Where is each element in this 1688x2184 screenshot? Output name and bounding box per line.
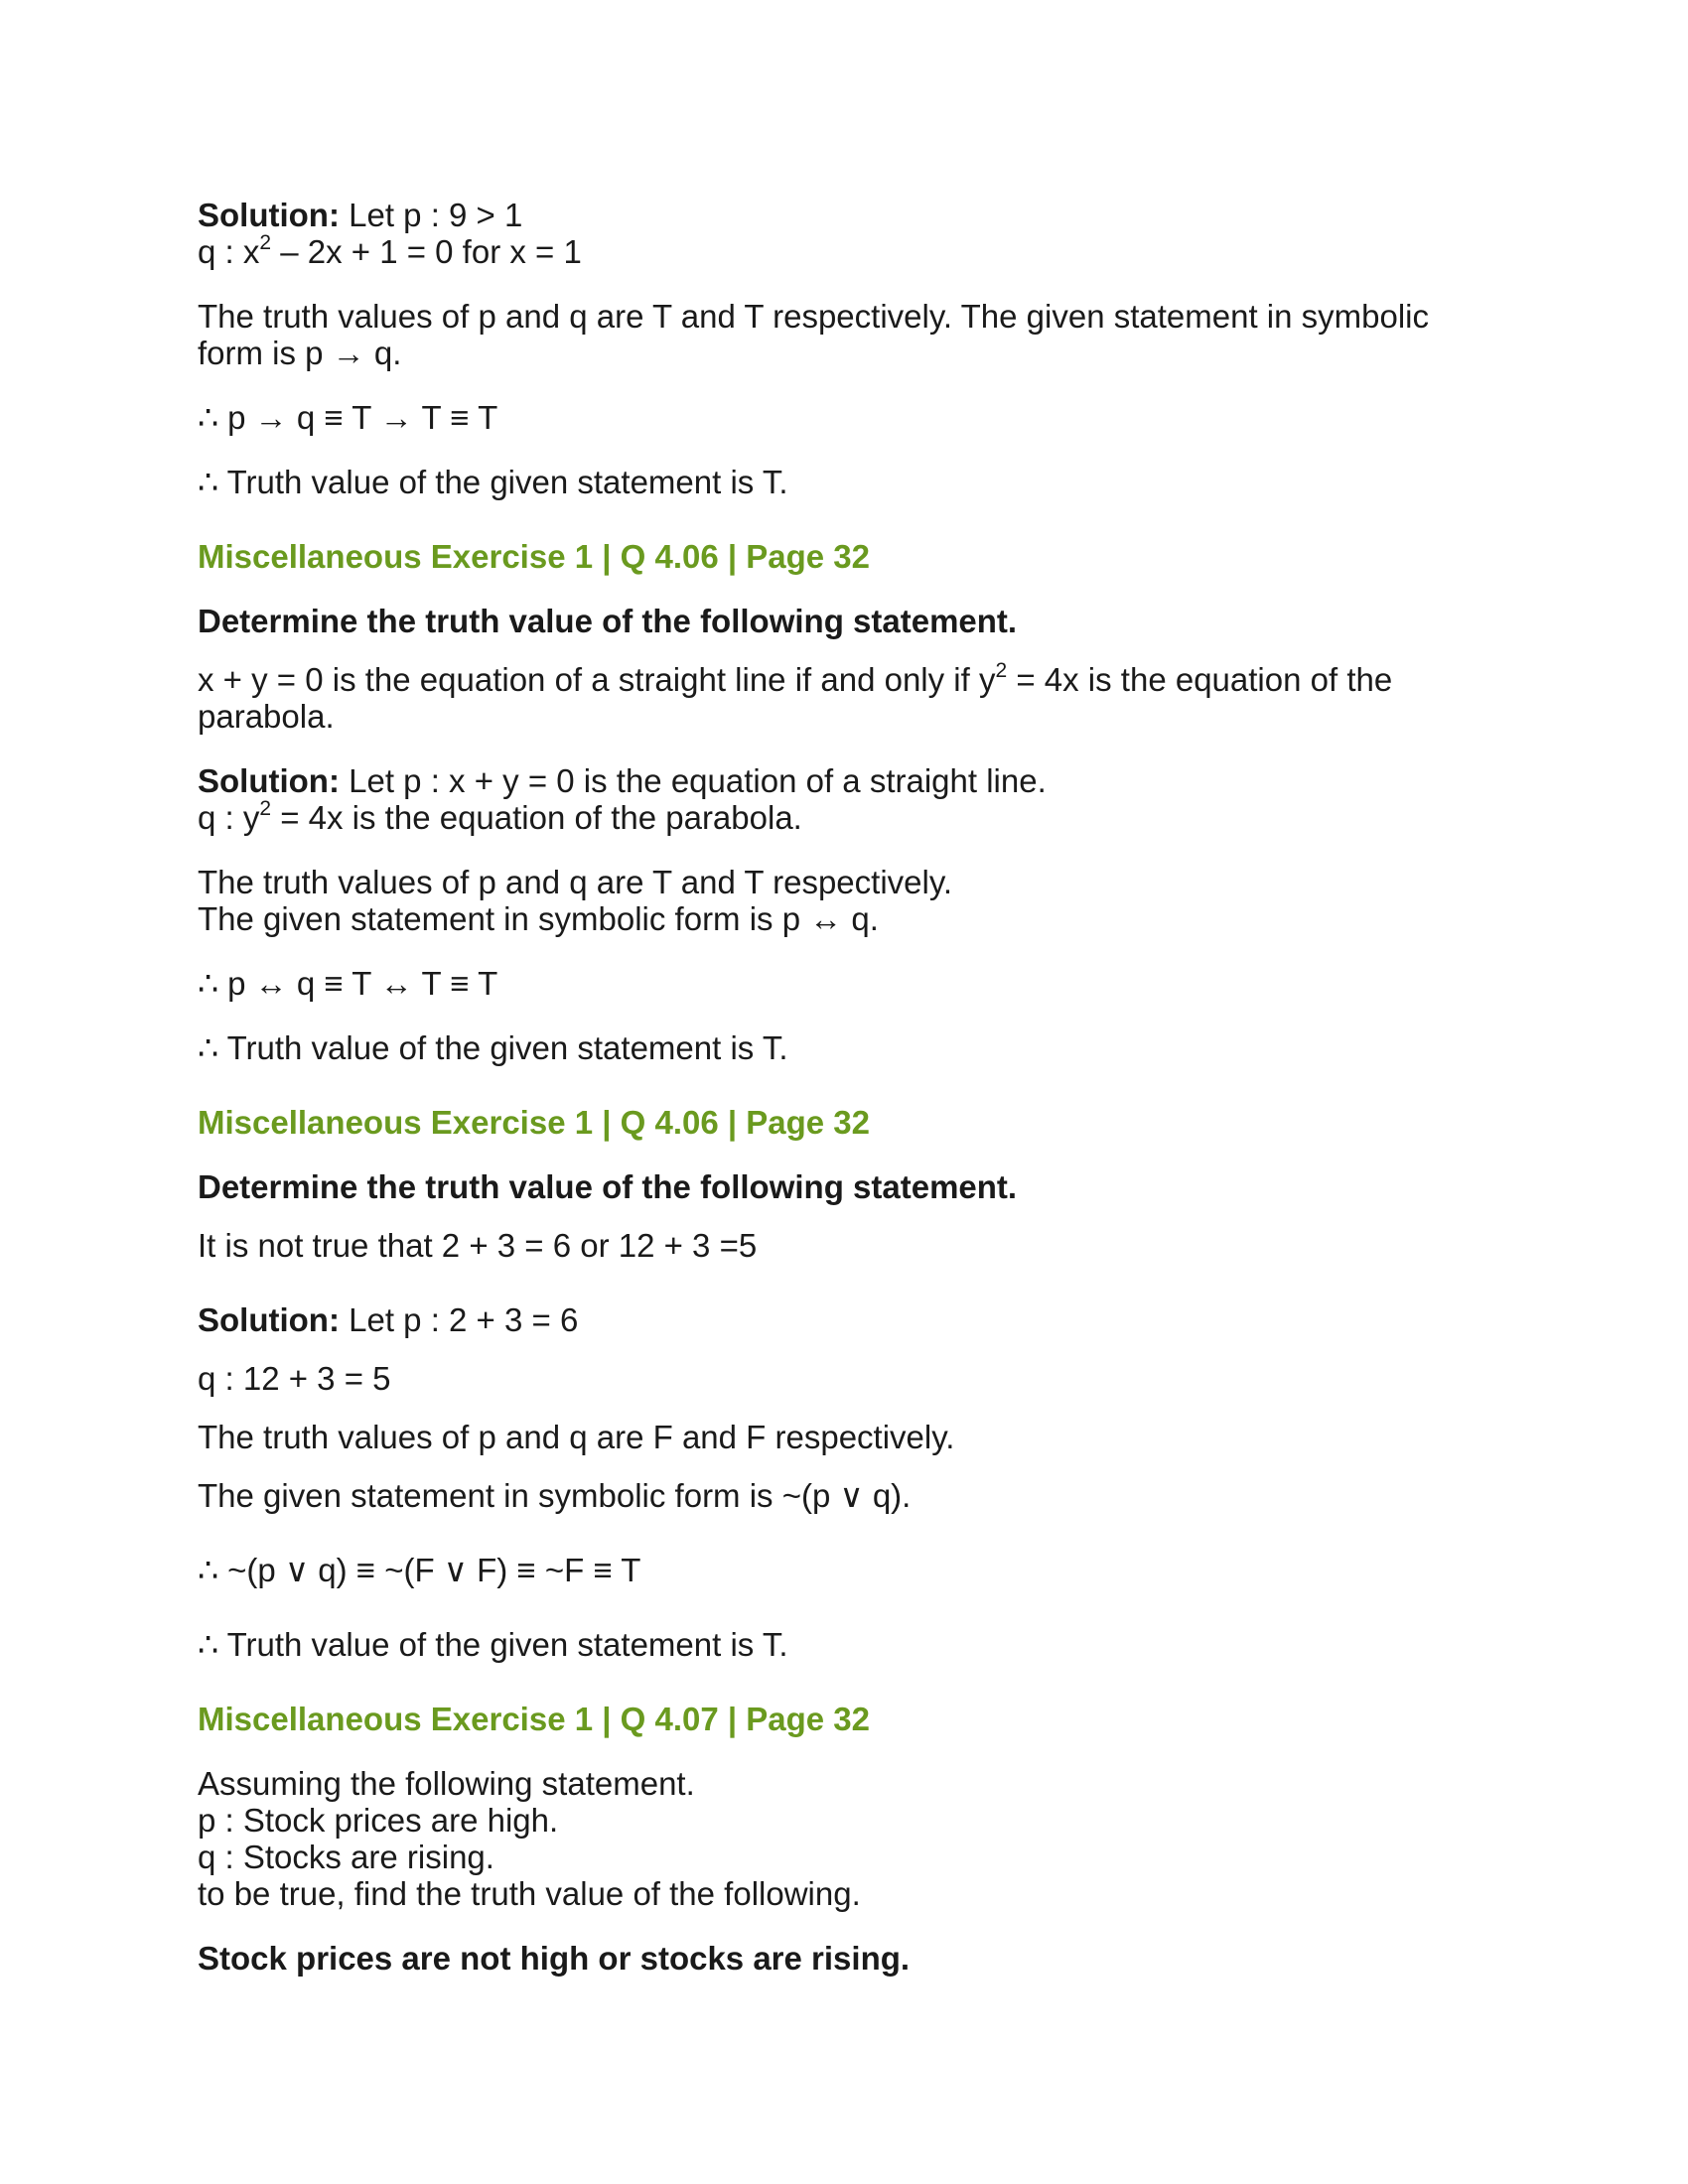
instruction-text: to be true, find the truth value of the following. bbox=[198, 1875, 861, 1912]
assumption-q-line: q : Stocks are rising. bbox=[198, 1839, 494, 1875]
solution-p-line: Solution: Let p : x + y = 0 is the equation of a straight line. bbox=[198, 762, 1047, 799]
exercise-heading: Miscellaneous Exercise 1 | Q 4.07 | Page 32 bbox=[198, 1701, 871, 1737]
exercise-heading: Miscellaneous Exercise 1 | Q 4.06 | Page 32 bbox=[198, 538, 871, 575]
truth-values-text: The truth values of p and q are T and T respectively. bbox=[198, 864, 953, 900]
document-page bbox=[198, 197, 1508, 1977]
evaluation-line: ∴ p ↔ q ≡ T ↔ T ≡ T bbox=[198, 965, 498, 1002]
solution-p-line: Solution: Let p : 9 > 1 bbox=[198, 197, 523, 233]
conclusion-line: ∴ Truth value of the given statement is T. bbox=[198, 1029, 788, 1066]
solution-label: Solution: bbox=[198, 1301, 340, 1338]
solution-q-line: q : 12 + 3 = 5 bbox=[198, 1360, 391, 1397]
solution-q-line: q : $x^2 - 2x + 1 = 0$ for x = 1 bbox=[198, 231, 582, 270]
truth-values-text: The truth values of p and q are F and F respectively. bbox=[198, 1419, 955, 1455]
question-text: Stock prices are not high or stocks are rising. bbox=[198, 1940, 911, 1977]
statement-text: It is not true that 2 + 3 = 6 or 12 + 3 =5 bbox=[198, 1227, 758, 1264]
question-text: Determine the truth value of the following statement. bbox=[198, 603, 1018, 639]
solution-p-line: Solution: Let p : 2 + 3 = 6 bbox=[198, 1301, 579, 1338]
evaluation-line: ∴ p → q ≡ T → T ≡ T bbox=[198, 399, 498, 436]
solution-label: Solution: bbox=[198, 762, 340, 799]
solution-q-line: q : $y^2 = 4x$ is the equation of the parabola. bbox=[198, 797, 802, 836]
conclusion-line: ∴ Truth value of the given statement is T. bbox=[198, 464, 788, 500]
truth-values-text: The truth values of p and q are T and T respectively. The given statement in symbolic form is p → q. bbox=[198, 298, 1439, 371]
statement-text: x + y = 0 is the equation of a straight line if and only if $y^2 = 4x$ is the equation of the parabola. bbox=[198, 659, 1402, 735]
evaluation-line: ∴ ~(p ∨ q) ≡ ~(F ∨ F) ≡ ~F ≡ T bbox=[198, 1552, 641, 1588]
symbolic-form-text: The given statement in symbolic form is ~(p ∨ q). bbox=[198, 1477, 912, 1514]
exercise-heading: Miscellaneous Exercise 1 | Q 4.06 | Page 32 bbox=[198, 1104, 871, 1141]
solution-label: Solution: bbox=[198, 197, 340, 233]
assumption-p-line: p : Stock prices are high. bbox=[198, 1802, 559, 1839]
conclusion-line: ∴ Truth value of the given statement is T. bbox=[198, 1626, 788, 1663]
symbolic-form-text: The given statement in symbolic form is p ↔ q. bbox=[198, 900, 879, 937]
intro-text: Assuming the following statement. bbox=[198, 1765, 695, 1802]
question-text: Determine the truth value of the following statement. bbox=[198, 1168, 1018, 1205]
